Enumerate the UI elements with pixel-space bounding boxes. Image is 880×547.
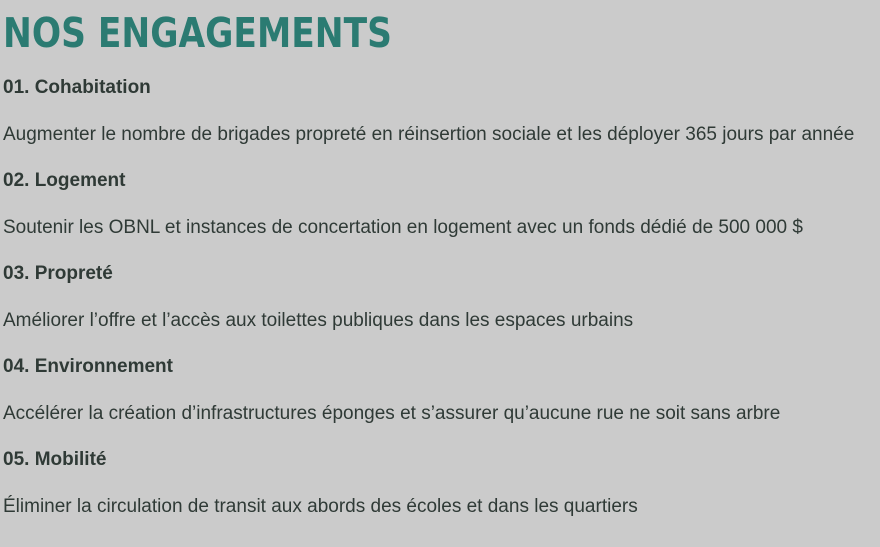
commitment-heading: 02. Logement: [3, 170, 126, 191]
commitment-item-3: [3, 262, 880, 333]
commitment-description: Améliorer l’offre et l’accès aux toilettes publiques dans les espaces urbains: [3, 310, 634, 331]
commitment-heading: 05. Mobilité: [3, 449, 107, 470]
commitment-description: Éliminer la circulation de transit aux abords des écoles et dans les quartiers: [3, 496, 638, 517]
commitment-heading: 03. Propreté: [3, 263, 113, 284]
commitment-description: Augmenter le nombre de brigades propreté en réinsertion sociale et les déployer 365 jours par année: [3, 124, 855, 145]
page-title: NOS ENGAGEMENTS: [3, 9, 392, 57]
commitment-description: Soutenir les OBNL et instances de concertation en logement avec un fonds dédié de 500 000 $: [3, 217, 803, 238]
commitment-item-4: [3, 355, 880, 426]
commitment-heading: 01. Cohabitation: [3, 77, 151, 98]
commitment-item-1: [3, 76, 880, 147]
commitment-item-5: [3, 448, 880, 519]
commitment-heading: 04. Environnement: [3, 356, 173, 377]
commitment-item-2: [3, 169, 880, 240]
commitment-description: Accélérer la création d’infrastructures éponges et s’assurer qu’aucune rue ne soit sans arbre: [3, 403, 781, 424]
commitments-list: [3, 76, 880, 519]
